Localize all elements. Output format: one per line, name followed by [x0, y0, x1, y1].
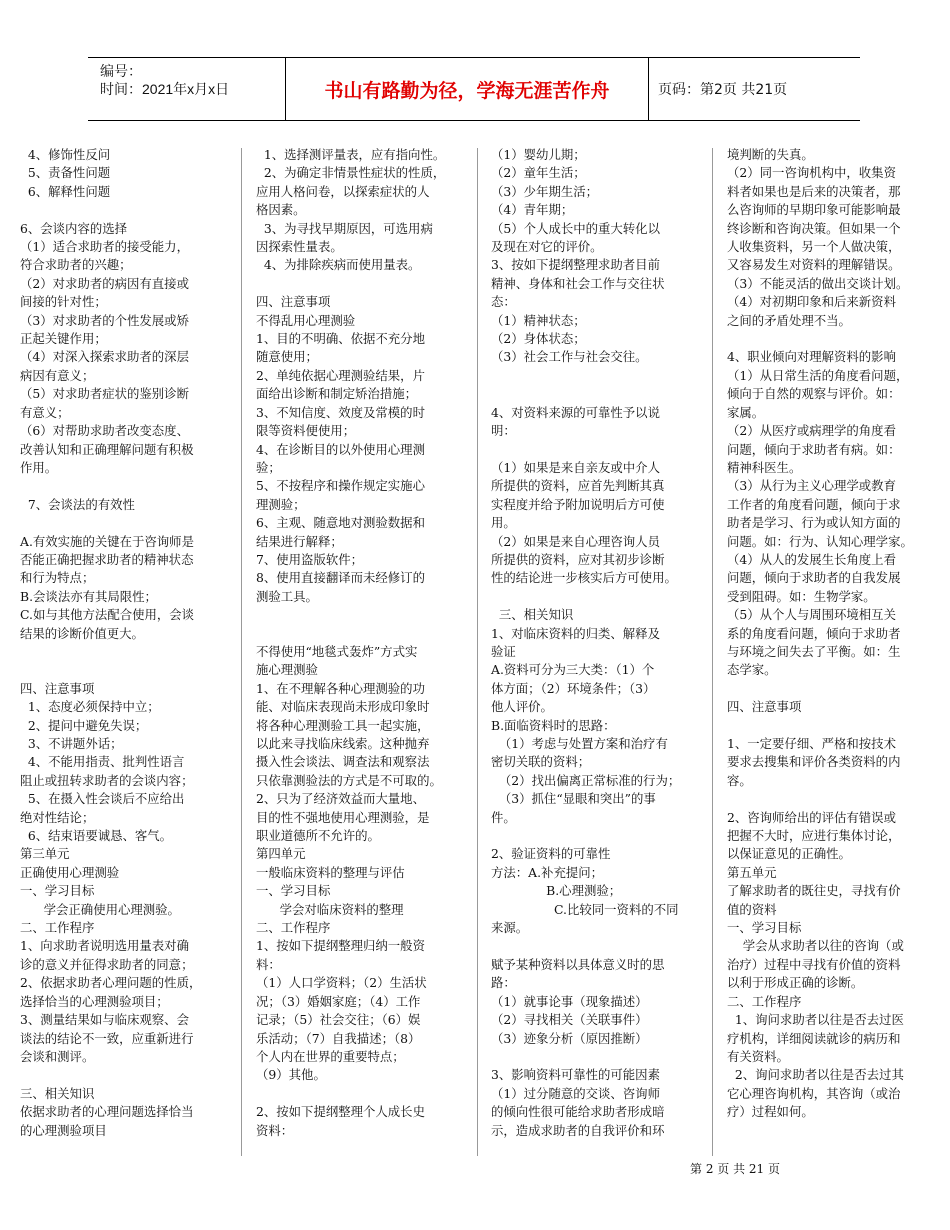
text-column-2: 1、选择测评量表，应有指向性。 2、为确定非情景性症状的性质， 应用人格问卷，以探索症状的人 格因素。 3、为寻找早期原因，可选用病 因探索性量表。 4、为排除疾病而使用量表。 四、注意事项 不得乱用心理测验 1、目的不明确、依据不充分地 随意使用； 2、单纯依据心理测验结果，片 面给出诊断和制定矫治措施； 3、不知信度、效度及常模的时 限等资料便使用； 4、在诊断目的以外使用心理测 验； 5、不按程序和操作规定实施心 理测验； 6、主观、随意地对测验数据和 结果进行解释； 7、使用盗版软件； 8、使用直接翻译而未经修订的 测验工具。 不得使用“地毯式轰炸”方式实 施心理测验 1、在不理解各种心理测验的功 能、对临床表现尚未形成印象时 将各种心理测验工具一起实施， 以此来寻找临床线索。这种抛弃 摄入性会谈法、调查法和观察法 只依靠测验法的方式是不可取的。 2、只为了经济效益而大量地、 目的性不强地使用心理测验，是 职业道德所不允许的。 第四单元 一般临床资料的整理与评估 一、学习目标 学会对临床资料的整理 二、工作程序 1、按如下提纲整理归纳一般资 料： （1）人口学资料；（2）生活状 况；（3）婚姻家庭；（4）工作 记录；（5）社会交往；（6）娱 乐活动；（7）自我描述；（8） 个人内在世界的重要特点； （9）其他。 2、按如下提纲整理个人成长史 资料：: [256, 147, 446, 1138]
text-column-1: 4、修饰性反问 5、责备性问题 6、解释性问题 6、会谈内容的选择 （1）适合求助者的接受能力， 符合求助者的兴趣； （2）对求助者的病因有直接或 间接的针对性； （3）对求助者的个性发展或矫 正起关键作用； （4）对深入探索求助者的深层 病因有意义； （5）对求助者症状的鉴别诊断 有意义； （6）对帮助求助者改变态度、 改善认知和正确理解问题有积极 作用。 7、会谈法的有效性 A.有效实施的关键在于咨询师是 否能正确把握求助者的精神状态 和行为特点； B.会谈法亦有其局限性； C.如与其他方法配合使用，会谈 结果的诊断价值更大。 四、注意事项 1、态度必须保持中立； 2、提问中避免失误； 3、不讲题外话； 4、不能用指责、批判性语言 阻止或扭转求助者的会谈内容； 5、在摄入性会谈后不应给出 绝对性结论； 6、结束语要诚恳、客气。 第三单元 正确使用心理测验 一、学习目标 学会正确使用心理测验。 二、工作程序 1、向求助者说明选用量表对确 诊的意义并征得求助者的同意； 2、依据求助者心理问题的性质， 选择恰当的心理测验项目； 3、测量结果如与临床观察、会 谈法的结论不一致，应重新进行 会谈和测评。 三、相关知识 依据求助者的心理问题选择恰当 的心理测验项目: [20, 147, 202, 1138]
number-label: 编号：: [100, 63, 142, 79]
column-divider: [477, 148, 478, 1156]
header-left-cell: [88, 58, 286, 120]
text-column-3: （1）婴幼儿期； （2）童年生活； （3）少年期生活； （4）青年期； （5）个人成长中的重大转化以 及现在对它的评价。 3、按如下提纲整理求助者目前 精神、身体和社会工作与交往状 态： （1）精神状态； （2）身体状态； （3）社会工作与社会交往。 4、对资料来源的可靠性予以说 明： （1）如果是来自亲友或中介人 所提供的资料，应首先判断其真 实程度并给予附加说明后方可使 用。 （2）如果是来自心理咨询人员 所提供的资料，应对其初步诊断 性的结论进一步核实后方可使用。 三、相关知识 1、对临床资料的归类、解释及 验证 A.资料可分为三大类：（1）个 体方面；（2）环境条件；（3） 他人评价。 B.面临资料时的思路： （1）考虑与处置方案和治疗有 密切关联的资料； （2）找出偏离正常标准的行为； （3）抓住“显眼和突出”的事 件。 2、验证资料的可靠性 方法：A.补充提问； B.心理测验； C.比较同一资料的不同 来源。 赋予某种资料以具体意义时的思 路： （1）就事论事（现象描述） （2）寻找相关（关联事件） （3）迹象分析（原因推断） 3、影响资料可靠性的可能因素 （1）过分随意的交谈、咨询师 的倾向性很可能给求助者形成暗 示，造成求助者的自我评价和环: [491, 147, 681, 1138]
column-divider: [712, 148, 713, 1156]
page-footer: 第 2 页 共 21 页: [690, 1162, 780, 1176]
header-page-label: 页码：第2页 共21页: [658, 82, 788, 98]
header-motto: 书山有路勤为径，学海无涯苦作舟: [286, 58, 649, 120]
column-divider: [241, 148, 242, 1156]
text-column-4: 境判断的失真。 （2）同一咨询机构中，收集资 料者如果也是后来的决策者，那 么咨询师的早期印象可能影响最 终诊断和咨询决策。但如果一个 人收集资料，另一个人做决策， 又容易发生对资料的理解错误。 （3）不能灵活的做出交谈计划。 （4）对初期印象和后来新资料 之间的矛盾处理不当。 4、职业倾向对理解资料的影响 （1）从日常生活的角度看问题， 倾向于自然的观察与评价。如： 家属。 （2）从医疗或病理学的角度看 问题，倾向于求助者有病。如： 精神科医生。 （3）从行为主义心理学或教育 工作者的角度看问题，倾向于求 助者是学习、行为或认知方面的 问题。如：行为、认知心理学家。 （4）从人的发展生长角度上看 问题，倾向于求助者的自我发展 受到阻碍。如：生物学家。 （5）从个人与周围环境相互关 系的角度看问题，倾向于求助者 与环境之间失去了平衡。如：生 态学家。 四、注意事项 1、一定要仔细、严格和按技术 要求去搜集和评价各类资料的内 容。 2、咨询师给出的评估有错误或 把握不大时，应进行集体讨论， 以保证意见的正确性。 第五单元 了解求助者的既往史，寻找有价 值的资料 一、学习目标 学会从求助者以往的咨询（或 治疗）过程中寻找有价值的资料 以利于形成正确的诊断。 二、工作程序 1、询问求助者以往是否去过医 疗机构，详细阅读就诊的病历和 有关资料。 2、询问求助者以往是否去过其 它心理咨询机构，其咨询（或治 疗）过程如何。: [727, 147, 913, 1120]
time-label: 时间：2021年x月x日: [100, 81, 230, 97]
page-header: [88, 57, 860, 121]
